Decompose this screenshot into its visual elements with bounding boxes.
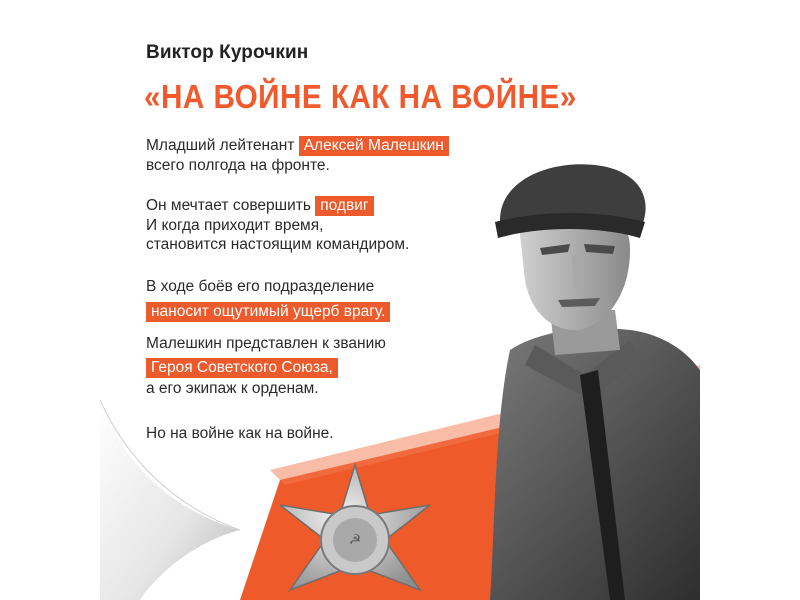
paragraph-4-line1: Малешкин представлен к званию [146, 335, 386, 352]
highlight-hero: Героя Советского Союза, [146, 358, 338, 378]
svg-text:☭: ☭ [348, 532, 362, 548]
paragraph-2 [146, 196, 409, 255]
soldier-portrait [480, 160, 700, 600]
paragraph-3 [146, 277, 390, 321]
paragraph-2-line2: И когда приходит время, [146, 216, 324, 234]
paragraph-1-line2: всего полгода на фронте. [146, 156, 330, 174]
paragraph-2-line3: становится настоящим командиром. [146, 236, 410, 253]
paragraph-3-line1: В ходе боёв его подразделение [146, 278, 375, 295]
paragraph-2-text: Он мечтает совершить [146, 197, 311, 214]
paragraph-4 [146, 334, 386, 399]
paragraph-1-text: Младший лейтенант [146, 137, 295, 154]
highlight-feat: подвиг [315, 196, 373, 216]
highlight-name: Алексей Малешкин [299, 136, 449, 156]
paragraph-1 [146, 136, 449, 175]
book-title: «НА ВОЙНЕ КАК НА ВОЙНЕ» [144, 78, 577, 115]
highlight-damage: наносит ощутимый ущерб врагу. [146, 302, 390, 322]
paragraph-4-line3: а его экипаж к орденам. [146, 380, 319, 397]
paragraph-5: Но на войне как на войне. [146, 425, 334, 442]
page-curl [100, 380, 360, 600]
poster-card [100, 0, 700, 600]
author-name: Виктор Курочкин [146, 42, 309, 63]
